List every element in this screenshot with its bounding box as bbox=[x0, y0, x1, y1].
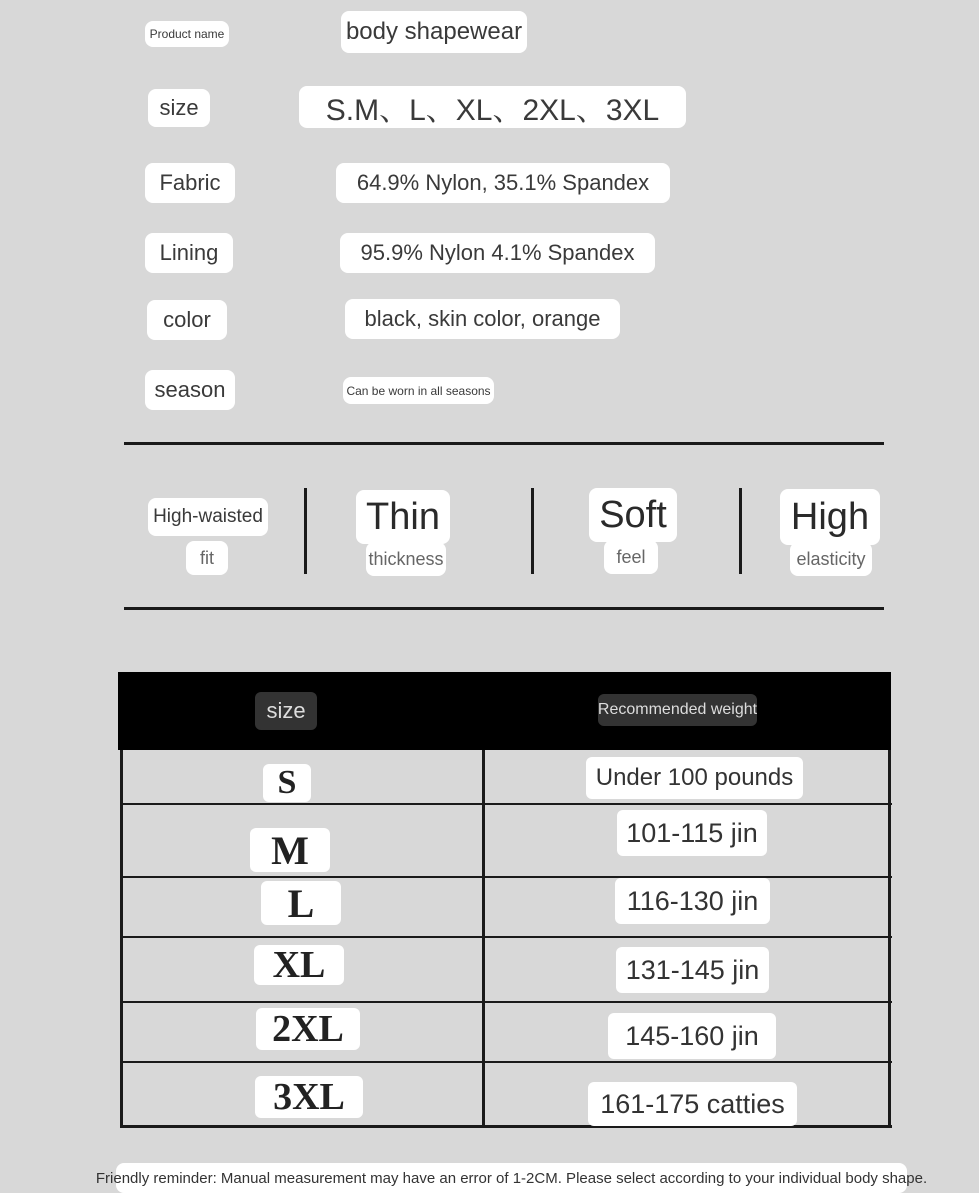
friendly-reminder: Friendly reminder: Manual measurement may have an error of 1-2CM. Please select according to your individual body shape. bbox=[116, 1163, 907, 1193]
header-weight: Recommended weight bbox=[598, 694, 757, 726]
feature-separator bbox=[531, 488, 534, 574]
feature-main-waist: High-waisted bbox=[148, 498, 268, 536]
table-row-divider bbox=[122, 1001, 892, 1003]
spec-value-season: Can be worn in all seasons bbox=[343, 377, 494, 404]
spec-label-size: size bbox=[148, 89, 210, 127]
spec-value-color: black, skin color, orange bbox=[345, 299, 620, 339]
divider-top bbox=[124, 442, 884, 445]
feature-separator bbox=[739, 488, 742, 574]
feature-main-feel: Soft bbox=[589, 488, 677, 542]
table-row-divider bbox=[122, 1061, 892, 1063]
table-border-right bbox=[888, 750, 891, 1128]
table-row-weight: 101-115 jin bbox=[617, 810, 767, 856]
table-row-weight: 116-130 jin bbox=[615, 878, 770, 924]
table-column-divider bbox=[482, 750, 485, 1128]
feature-sub-waist: fit bbox=[186, 541, 228, 575]
spec-value-product-name: body shapewear bbox=[341, 11, 527, 53]
spec-label-lining: Lining bbox=[145, 233, 233, 273]
feature-sub-elasticity: elasticity bbox=[790, 542, 872, 576]
table-row-size: XL bbox=[254, 945, 344, 985]
table-border-left bbox=[120, 750, 123, 1128]
table-header bbox=[118, 672, 891, 750]
table-row-weight: 131-145 jin bbox=[616, 947, 769, 993]
table-row-size: 2XL bbox=[256, 1008, 360, 1050]
feature-separator bbox=[304, 488, 307, 574]
table-row-size: L bbox=[261, 881, 341, 925]
table-row-size: 3XL bbox=[255, 1076, 363, 1118]
table-row-size: S bbox=[263, 764, 311, 802]
spec-label-fabric: Fabric bbox=[145, 163, 235, 203]
table-row-weight: 161-175 catties bbox=[588, 1082, 797, 1126]
header-size: size bbox=[255, 692, 317, 730]
spec-label-color: color bbox=[147, 300, 227, 340]
spec-label-product-name: Product name bbox=[145, 21, 229, 47]
spec-value-fabric: 64.9% Nylon, 35.1% Spandex bbox=[336, 163, 670, 203]
feature-sub-feel: feel bbox=[604, 540, 658, 574]
feature-main-elasticity: High bbox=[780, 489, 880, 545]
table-row-divider bbox=[122, 936, 892, 938]
feature-main-thickness: Thin bbox=[356, 490, 450, 544]
table-row-divider bbox=[122, 803, 892, 805]
spec-value-lining: 95.9% Nylon 4.1% Spandex bbox=[340, 233, 655, 273]
table-row-divider bbox=[122, 876, 892, 878]
spec-value-size: S.M、L、XL、2XL、3XL bbox=[299, 86, 686, 128]
table-row-weight: Under 100 pounds bbox=[586, 757, 803, 799]
table-row-size: M bbox=[250, 828, 330, 872]
spec-label-season: season bbox=[145, 370, 235, 410]
feature-sub-thickness: thickness bbox=[366, 542, 446, 576]
table-row-weight: 145-160 jin bbox=[608, 1013, 776, 1059]
divider-bottom bbox=[124, 607, 884, 610]
